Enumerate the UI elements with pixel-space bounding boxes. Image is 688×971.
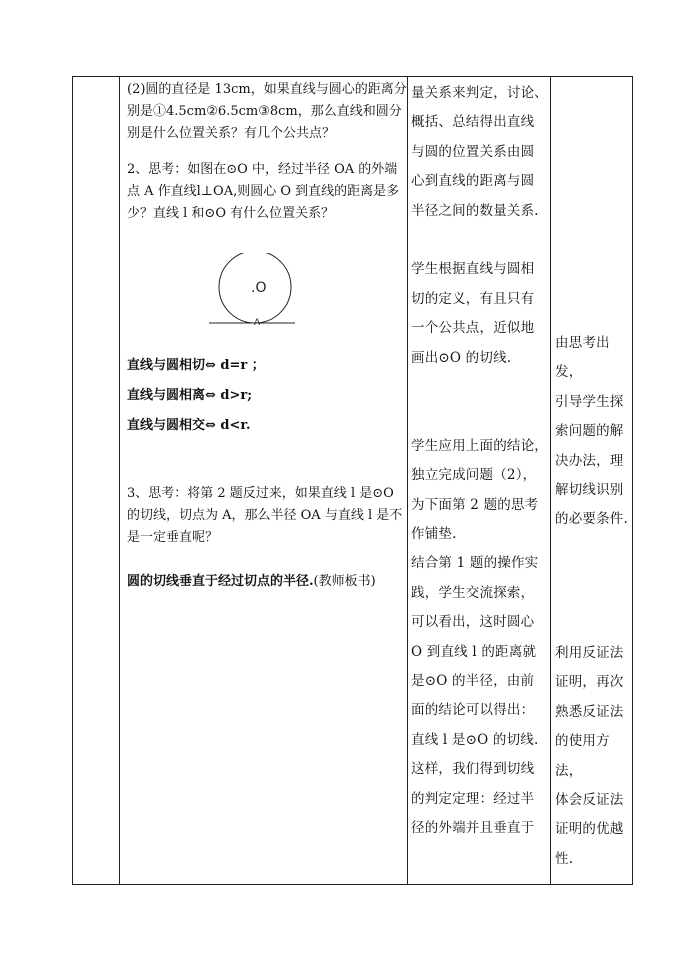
line: 性. bbox=[555, 850, 574, 867]
question-2: (2)圆的直径是 13cm，如果直线与圆心的距离分别是①4.5cm②6.5cm③8cm，那么直线和圆分别是什么位置关系？有几个公共点？ bbox=[127, 82, 407, 141]
design-intent-group-2 bbox=[555, 639, 633, 874]
spacer bbox=[411, 373, 549, 402]
line: 证明，再次 bbox=[555, 674, 624, 691]
spacer bbox=[411, 226, 549, 255]
line: 结合第 1 题的操作实 bbox=[411, 555, 539, 572]
line: 解切线识别 bbox=[555, 482, 624, 499]
line: 与圆的位置关系由圆 bbox=[411, 143, 535, 160]
line: 一个公共点，近似地 bbox=[411, 320, 535, 337]
line: 的使用方法， bbox=[555, 733, 610, 779]
line: 独立完成问题（2）， bbox=[411, 467, 537, 484]
think-question-3: 3、思考：将第 2 题反过来，如果直线 l 是⊙O 的切线，切点为 A，那么半径 OA 与直线 l 是不是一定垂直呢？ bbox=[127, 486, 403, 545]
line: 直线 l 是⊙O 的切线. bbox=[411, 731, 539, 748]
line: 利用反证法 bbox=[555, 645, 624, 661]
line: 熟悉反证法 bbox=[555, 703, 624, 720]
line: 学生根据直线与圆相 bbox=[411, 261, 535, 278]
line: O 到直线 l 的距离就 bbox=[411, 643, 537, 660]
line: 为下面第 2 题的思考 bbox=[411, 496, 539, 513]
line: 学生应用上面的结论， bbox=[411, 437, 548, 454]
rule-intersect: 直线与圆相交⇔ d<r. bbox=[127, 418, 251, 433]
lesson-table bbox=[72, 76, 633, 885]
line: 索问题的解 bbox=[555, 423, 624, 440]
line: 决办法，理 bbox=[555, 452, 624, 469]
design-intent-group-1 bbox=[555, 329, 633, 535]
theorem-statement bbox=[127, 571, 407, 593]
rule-separate: 直线与圆相离⇔ d>r; bbox=[127, 388, 253, 403]
line: 半径之间的数量关系. bbox=[411, 202, 539, 219]
tangent-figure bbox=[127, 253, 407, 329]
theorem-bold: 圆的切线垂直于经过切点的半径. bbox=[127, 574, 314, 589]
column-divider bbox=[407, 77, 408, 884]
rule-tangent: 直线与圆相切⇔ d=r ； bbox=[127, 358, 265, 373]
line: 作铺垫. bbox=[411, 526, 457, 543]
line: 的必要条件. bbox=[555, 511, 628, 528]
line: 证明的优越 bbox=[555, 821, 624, 838]
line: 径的外端并且垂直于 bbox=[411, 820, 535, 837]
line: 体会反证法 bbox=[555, 792, 624, 809]
line: 概括、总结得出直线 bbox=[411, 114, 535, 131]
line: 践，学生交流探索， bbox=[411, 584, 535, 601]
line: 由思考出发， bbox=[555, 335, 610, 381]
line: 切的定义，有且只有 bbox=[411, 290, 535, 307]
line: 是⊙O 的半径，由前 bbox=[411, 673, 535, 690]
theorem-note: (教师板书) bbox=[313, 574, 376, 589]
point-label: A bbox=[254, 318, 261, 328]
column-divider bbox=[119, 77, 120, 884]
center-label: .O bbox=[251, 280, 267, 296]
line: 引导学生探 bbox=[555, 393, 624, 410]
column-divider bbox=[550, 77, 551, 884]
circle-diagram bbox=[127, 253, 407, 329]
line: 这样，我们得到切线 bbox=[411, 761, 535, 778]
line: 画出⊙O 的切线. bbox=[411, 349, 512, 366]
line: 可以看出，这时圆心 bbox=[411, 614, 535, 631]
student-activity-column bbox=[411, 79, 549, 844]
line: 量关系来判定，讨论、 bbox=[411, 85, 548, 101]
think-question-2: 2、思考：如图在⊙O 中，经过半径 OA 的外端点 A 作直线l⊥OA,则圆心 O 到直线的距离是多少？直线 l 和⊙O 有什么位置关系？ bbox=[127, 162, 400, 221]
line: 的判定定理：经过半 bbox=[411, 790, 535, 807]
spacer bbox=[411, 402, 549, 431]
line: 心到直线的距离与圆 bbox=[411, 173, 535, 190]
line: 面的结论可以得出： bbox=[411, 702, 535, 719]
